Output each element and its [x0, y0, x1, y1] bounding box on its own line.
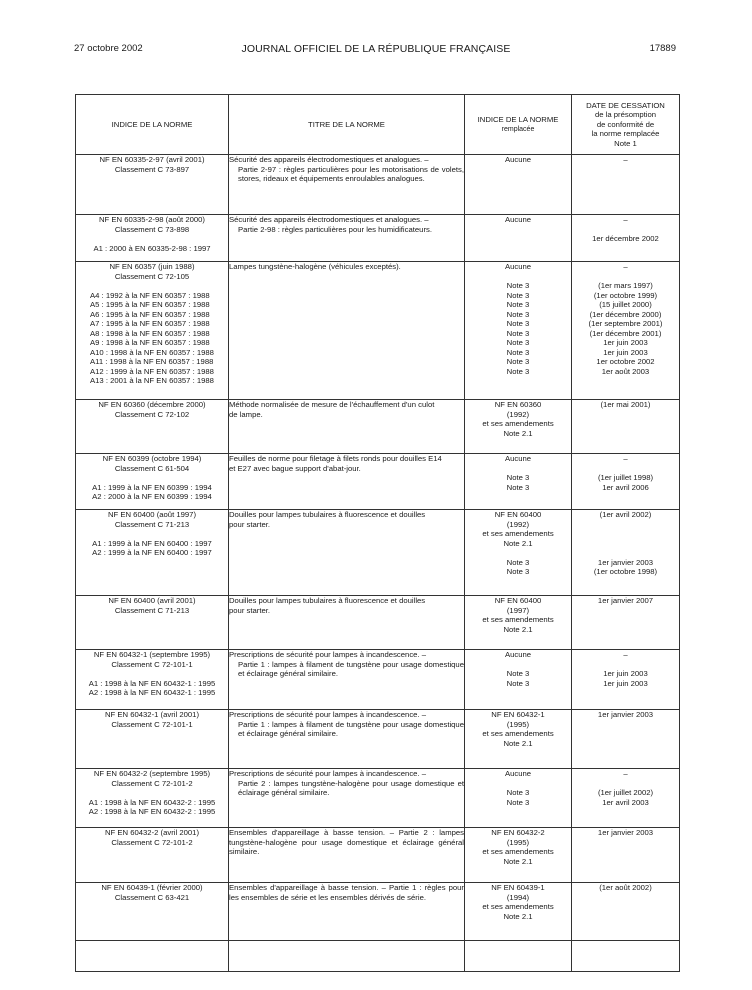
cessation-date-line: –: [623, 262, 628, 271]
replaced-norm-line: Note 2.1: [503, 428, 533, 438]
spacer: [572, 272, 679, 282]
norm-title-cell: [229, 883, 465, 941]
norm-title-cell: [229, 828, 465, 883]
norm-index-cell: [76, 769, 229, 828]
norm-title-line: Partie 2-98 : règles particulières pour les humidificateurs.: [238, 224, 432, 234]
spacer: [572, 779, 679, 789]
cessation-date-line: –: [623, 155, 628, 164]
replaced-norm-line: Note 2.1: [503, 856, 533, 866]
norm-index-line: NF EN 60439-1 (février 2000): [101, 883, 203, 892]
table-row: [76, 215, 680, 262]
replaced-norm-line: NF EN 60432-1: [491, 710, 545, 719]
norm-title-line: Lampes tungstène-halogène (véhicules exceptés).: [229, 262, 401, 271]
replaced-norm-cell: [465, 400, 572, 454]
cessation-amendment-line: (1er juillet 2002): [597, 788, 654, 797]
cessation-date-cell: [572, 710, 680, 769]
norm-title-cell: [229, 510, 465, 596]
replaced-norm-line: Note 2.1: [503, 538, 533, 548]
replaced-norm-line: (1995): [506, 837, 530, 847]
cessation-amendment-line: 1er juin 2003: [603, 669, 648, 678]
norm-index-cell: [76, 155, 229, 215]
norm-index-cell: [76, 596, 229, 650]
replaced-norm-line: et ses amendements: [482, 729, 554, 738]
cessation-date-cell: [572, 883, 680, 941]
norm-title-line: Partie 2 : lampes tungstène-halogène pour usage domestique et éclairage général similaire.: [238, 778, 464, 797]
spacer: [76, 281, 228, 291]
replaced-norm-line: Aucune: [504, 769, 532, 778]
replaced-amendment-line: Note 3: [506, 338, 530, 347]
norm-index-line: Classement C 63-421: [114, 892, 190, 902]
norm-title-cell: [229, 155, 465, 215]
replaced-norm-line: et ses amendements: [482, 529, 554, 538]
norm-index-line: NF EN 60432-1 (septembre 1995): [93, 650, 211, 659]
norm-index-line: Classement C 72-105: [114, 271, 190, 281]
table-row: [76, 769, 680, 828]
amendment-list: [90, 291, 214, 386]
cessation-date-cell: [572, 454, 680, 510]
norm-index-cell: [76, 215, 229, 262]
replaced-amendment-line: Note 3: [506, 300, 530, 309]
cessation-date-cell: [572, 596, 680, 650]
norm-title-line: pour starter.: [229, 605, 271, 615]
cessation-amendment-line: 1er avril 2003: [602, 797, 649, 807]
replaced-norm-line: Note 2.1: [503, 738, 533, 748]
table-row: [76, 510, 680, 596]
norm-index-cell: [76, 828, 229, 883]
cessation-amendment-line: (1er juillet 1998): [597, 473, 654, 482]
cessation-date-cell: [572, 769, 680, 828]
header-replaced-norm: INDICE DE LA NORME remplacée: [465, 95, 572, 155]
norm-title-line: Méthode normalisée de mesure de l'échauffement d'un culot: [229, 400, 435, 409]
replaced-norm-line: NF EN 60432-2: [491, 828, 545, 837]
amendment-line: A10 : 1998 à la NF EN 60357 : 1988: [90, 347, 214, 357]
spacer: [76, 788, 228, 798]
replaced-norm-cell: [465, 710, 572, 769]
amendment-line: A1 : 1999 à la NF EN 60400 : 1997: [92, 538, 212, 548]
cessation-date-cell: [572, 215, 680, 262]
page-number: 17889: [649, 43, 676, 54]
norm-index-line: NF EN 60335-2-97 (avril 2001): [99, 155, 205, 164]
norm-title-cell: [229, 710, 465, 769]
replaced-norm-cell: [465, 262, 572, 400]
journal-title: JOURNAL OFFICIEL DE LA RÉPUBLIQUE FRANÇAISE: [241, 43, 511, 55]
spacer: [76, 473, 228, 483]
cessation-amendment-line: 1er avril 2006: [602, 482, 649, 492]
amendment-line: A12 : 1999 à la NF EN 60357 : 1988: [90, 366, 214, 376]
norm-title-line: de lampe.: [229, 409, 263, 419]
header-cessation-date: DATE DE CESSATION de la présomption de conformité de la norme remplacée Note 1: [572, 95, 680, 155]
replaced-amendment-line: Note 3: [506, 357, 530, 366]
spacer: [572, 539, 679, 549]
cessation-date-cell: [572, 510, 680, 596]
replaced-norm-cell: [465, 454, 572, 510]
norms-table: [75, 94, 680, 972]
page-date: 27 octobre 2002: [74, 43, 143, 54]
norm-title-line: Sécurité des appareils électrodomestiques et analogues. –: [229, 215, 429, 224]
table-row: [76, 400, 680, 454]
amendment-line: A2 : 1998 à la NF EN 60432-2 : 1995: [88, 807, 216, 816]
norm-index-line: Classement C 73-898: [114, 224, 190, 234]
norm-title-line: Douilles pour lampes tubulaires à fluorescence et douilles: [229, 510, 426, 519]
replaced-norm-line: Note 2.1: [503, 911, 533, 921]
replaced-norm-cell: [465, 510, 572, 596]
replaced-norm-line: (1992): [506, 519, 530, 529]
replaced-norm-line: et ses amendements: [482, 847, 554, 856]
replaced-amendment-line: [465, 234, 571, 244]
replaced-amendment-line: Note 3: [506, 557, 530, 567]
norm-title-line: Prescriptions de sécurité pour lampes à incandescence. –: [229, 710, 426, 719]
cessation-date-line: –: [623, 215, 628, 224]
amendment-list: [93, 244, 210, 254]
cessation-amendment-line: 1er juin 2003: [603, 338, 648, 347]
cessation-date-line: –: [623, 769, 628, 778]
norm-index-line: Classement C 72-101-1: [111, 659, 193, 669]
replaced-norm-cell: [465, 596, 572, 650]
amendment-line: A5 : 1995 à la NF EN 60357 : 1988: [90, 300, 210, 309]
norm-title-cell: [229, 400, 465, 454]
cessation-date-line: 1er janvier 2003: [597, 710, 654, 719]
replaced-amendment-line: Note 3: [506, 797, 530, 807]
table-row: [76, 262, 680, 400]
replaced-norm-line: Aucune: [504, 454, 532, 463]
norm-index-line: Classement C 73-897: [114, 164, 190, 174]
replaced-amendment-line: Note 3: [506, 328, 530, 338]
spacer: [465, 464, 571, 474]
spacer: [465, 779, 571, 789]
table-row: [76, 883, 680, 941]
amendment-list: [92, 539, 212, 558]
cessation-date-line: –: [623, 650, 628, 659]
cessation-amendment-line: 1er août 2003: [601, 366, 650, 376]
replaced-norm-line: Aucune: [504, 650, 532, 659]
norm-title-line: Ensembles d'appareillage à basse tension. – Partie 2 : lampes tungstène-halogène pour usage domestique et éclairage général similaire.: [229, 828, 464, 856]
replaced-norm-line: NF EN 60360: [494, 400, 542, 409]
amendment-line: A2 : 1999 à la NF EN 60400 : 1997: [92, 548, 212, 557]
norm-index-line: NF EN 60400 (août 1997): [107, 510, 197, 519]
norm-title-line: Ensembles d'appareillage à basse tension. – Partie 1 : règles pour les ensembles de série et les ensembles dérivés de série.: [229, 883, 464, 902]
cessation-amendment-line: 1er janvier 2003: [597, 557, 654, 567]
norm-title-line: Douilles pour lampes tubulaires à fluorescence et douilles: [229, 596, 426, 605]
norm-index-line: NF EN 60400 (avril 2001): [108, 596, 196, 605]
amendment-line: A1 : 1998 à la NF EN 60432-1 : 1995: [88, 678, 216, 688]
norm-title-line: Prescriptions de sécurité pour lampes à incandescence. –: [229, 769, 426, 778]
replaced-amendment-line: Note 3: [506, 473, 530, 482]
replaced-amendment-line: Note 3: [506, 347, 530, 357]
cessation-amendment-line: 1er juin 2003: [603, 678, 648, 688]
spacer: [465, 225, 571, 235]
cessation-amendment-line: (1er décembre 2001): [589, 328, 662, 338]
norm-title-cell: [229, 262, 465, 400]
header-norm-title: TITRE DE LA NORME: [229, 95, 465, 155]
amendment-line: A1 : 1999 à la NF EN 60399 : 1994: [92, 482, 212, 492]
replaced-norm-cell: [465, 828, 572, 883]
amendment-line: A2 : 2000 à la NF EN 60399 : 1994: [92, 492, 212, 501]
replaced-amendment-line: Note 3: [506, 281, 530, 290]
table-row: [76, 454, 680, 510]
cessation-date-line: (1er mai 2001): [600, 400, 651, 409]
amendment-line: A4 : 1992 à la NF EN 60357 : 1988: [90, 290, 210, 300]
amendment-line: A13 : 2001 à la NF EN 60357 : 1988: [90, 376, 214, 385]
replaced-norm-line: et ses amendements: [482, 419, 554, 428]
spacer: [572, 520, 679, 530]
cessation-amendment-line: (15 juillet 2000): [599, 300, 652, 309]
norm-title-line: pour starter.: [229, 519, 271, 529]
replaced-amendment-line: Note 3: [506, 366, 530, 376]
norm-title-cell: [229, 650, 465, 710]
cessation-amendment-line: 1er décembre 2002: [592, 234, 659, 243]
spacer: [572, 529, 679, 539]
replaced-amendment-line: Note 3: [506, 319, 530, 328]
replaced-norm-line: (1994): [506, 892, 530, 902]
norm-title-cell: [229, 215, 465, 262]
replaced-amendment-line: Note 3: [506, 290, 530, 300]
norm-index-cell: [76, 400, 229, 454]
cessation-amendment-line: (1er septembre 2001): [588, 319, 663, 328]
spacer: [572, 464, 679, 474]
norm-title-line: Partie 1 : lampes à filament de tungstène pour usage domestique et éclairage général similaire.: [238, 659, 464, 678]
spacer: [572, 548, 679, 558]
cessation-amendment-line: (1er mars 1997): [598, 281, 653, 290]
cessation-date-line: (1er août 2002): [599, 883, 652, 892]
replaced-amendment-line: Note 3: [506, 669, 530, 678]
replaced-norm-cell: [465, 650, 572, 710]
norm-index-line: Classement C 72-101-1: [111, 719, 193, 729]
amendment-line: A9 : 1998 à la NF EN 60357 : 1988: [90, 338, 210, 347]
header-norm-index: INDICE DE LA NORME: [76, 95, 229, 155]
amendment-line: A8 : 1998 à la NF EN 60357 : 1988: [90, 328, 210, 338]
spacer: [465, 272, 571, 282]
table-row-continuation: [76, 941, 680, 972]
amendment-list: [89, 798, 216, 817]
norm-index-cell: [76, 710, 229, 769]
replaced-norm-line: (1992): [506, 409, 530, 419]
amendment-list: [92, 483, 212, 502]
replaced-amendment-line: Note 3: [506, 788, 530, 797]
spacer: [76, 669, 228, 679]
norm-index-cell: [76, 262, 229, 400]
table-header-row: [76, 95, 680, 155]
cessation-amendment-line: 1er octobre 2002: [596, 357, 655, 366]
norm-index-cell: [76, 454, 229, 510]
norm-index-line: Classement C 72-102: [114, 409, 190, 419]
norm-title-line: Sécurité des appareils électrodomestiques et analogues. –: [229, 155, 429, 164]
replaced-norm-cell: [465, 769, 572, 828]
replaced-norm-line: (1997): [506, 605, 530, 615]
replaced-norm-line: NF EN 60439-1: [491, 883, 545, 892]
empty-cell: [465, 941, 572, 972]
cessation-date-line: 1er janvier 2003: [597, 828, 654, 837]
norm-title-line: Prescriptions de sécurité pour lampes à incandescence. –: [229, 650, 426, 659]
empty-cell: [76, 941, 229, 972]
table-row: [76, 650, 680, 710]
norm-index-line: NF EN 60399 (octobre 1994): [102, 454, 202, 463]
norm-title-cell: [229, 596, 465, 650]
cessation-date-line: –: [623, 454, 628, 463]
table-row: [76, 596, 680, 650]
replaced-norm-line: et ses amendements: [482, 615, 554, 624]
replaced-norm-line: Aucune: [504, 155, 532, 164]
spacer: [76, 234, 228, 244]
norm-title-line: Feuilles de norme pour filetage à filets ronds pour douilles E14: [229, 454, 442, 463]
norm-index-line: NF EN 60432-2 (septembre 1995): [93, 769, 211, 778]
amendment-line: A2 : 1998 à la NF EN 60432-1 : 1995: [88, 688, 216, 697]
norm-index-line: Classement C 72-101-2: [111, 778, 193, 788]
cessation-date-cell: [572, 262, 680, 400]
norm-index-line: NF EN 60432-1 (avril 2001): [105, 710, 199, 719]
replaced-norm-line: NF EN 60400: [494, 510, 542, 519]
table-row: [76, 828, 680, 883]
spacer: [465, 660, 571, 670]
cessation-date-line: (1er avril 2002): [599, 510, 652, 519]
empty-cell: [572, 941, 680, 972]
replaced-amendment-line: Note 3: [506, 309, 530, 319]
norm-index-line: NF EN 60360 (décembre 2000): [98, 400, 206, 409]
table-row: [76, 710, 680, 769]
cessation-amendment-line: 1er juin 2003: [603, 347, 648, 357]
norm-index-line: Classement C 61-504: [114, 463, 190, 473]
norm-title-line: Partie 2-97 : règles particulières pour les motorisations de volets, stores, rideaux et équipements enroulables analogues.: [238, 164, 464, 183]
norm-title-line: et E27 avec bague support d'abat-jour.: [229, 463, 361, 473]
norm-index-cell: [76, 650, 229, 710]
cessation-date-cell: [572, 828, 680, 883]
cessation-date-cell: [572, 650, 680, 710]
amendment-line: A7 : 1995 à la NF EN 60357 : 1988: [90, 319, 210, 328]
norm-index-line: Classement C 72-101-2: [111, 837, 193, 847]
norm-index-line: Classement C 71-213: [114, 519, 190, 529]
norm-index-line: Classement C 71-213: [114, 605, 190, 615]
empty-cell: [229, 941, 465, 972]
replaced-amendment-line: Note 3: [506, 678, 530, 688]
replaced-norm-cell: [465, 155, 572, 215]
cessation-date-line: 1er janvier 2007: [597, 596, 654, 605]
amendment-line: A11 : 1998 à la NF EN 60357 : 1988: [90, 357, 214, 366]
replaced-amendment-line: Note 3: [506, 482, 530, 492]
norm-title-line: Partie 1 : lampes à filament de tungstène pour usage domestique et éclairage général similaire.: [238, 719, 464, 738]
cessation-amendment-line: (1er octobre 1998): [593, 567, 658, 576]
table-row: [76, 155, 680, 215]
replaced-norm-line: Aucune: [504, 215, 532, 224]
norm-index-line: NF EN 60335-2-98 (août 2000): [99, 215, 205, 224]
norm-index-line: NF EN 60357 (juin 1988): [109, 262, 195, 271]
spacer: [76, 529, 228, 539]
replaced-norm-line: NF EN 60400: [494, 596, 542, 605]
norm-index-cell: [76, 883, 229, 941]
norm-index-cell: [76, 510, 229, 596]
spacer: [465, 548, 571, 558]
replaced-norm-line: (1995): [506, 719, 530, 729]
replaced-norm-cell: [465, 215, 572, 262]
cessation-amendment-line: (1er décembre 2000): [589, 309, 662, 319]
replaced-amendment-line: Note 3: [506, 567, 530, 576]
cessation-amendment-line: (1er octobre 1999): [593, 290, 658, 300]
amendment-line: A6 : 1995 à la NF EN 60357 : 1988: [90, 309, 210, 319]
amendment-list: [89, 679, 216, 698]
replaced-norm-cell: [465, 883, 572, 941]
norm-title-cell: [229, 454, 465, 510]
norm-title-cell: [229, 769, 465, 828]
replaced-norm-line: et ses amendements: [482, 902, 554, 911]
cessation-date-cell: [572, 155, 680, 215]
replaced-norm-line: Aucune: [504, 262, 532, 271]
amendment-line: A1 : 2000 à EN 60335-2-98 : 1997: [93, 243, 211, 253]
norm-index-line: NF EN 60432-2 (avril 2001): [105, 828, 199, 837]
cessation-date-cell: [572, 400, 680, 454]
spacer: [572, 225, 679, 235]
replaced-norm-line: Note 2.1: [503, 624, 533, 634]
amendment-line: A1 : 1998 à la NF EN 60432-2 : 1995: [88, 797, 216, 807]
spacer: [572, 660, 679, 670]
